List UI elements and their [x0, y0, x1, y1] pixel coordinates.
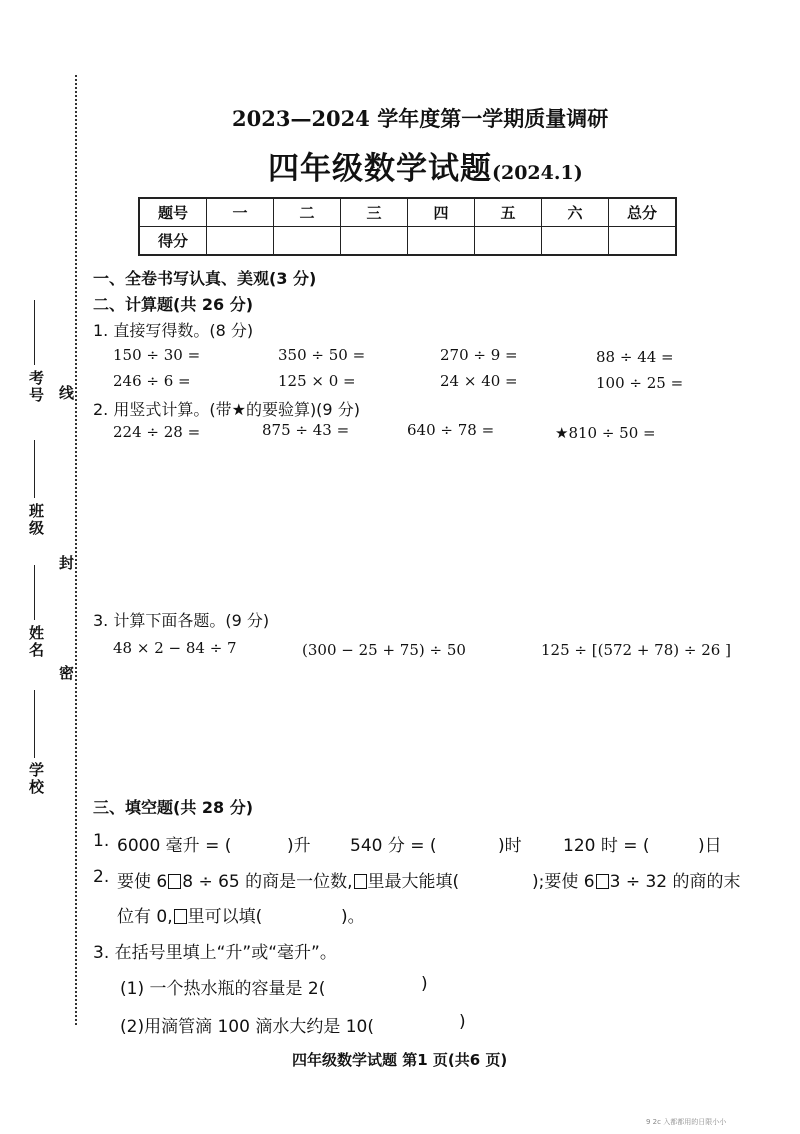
- s2-q1-item: 24 × 40 =: [440, 372, 518, 390]
- score-cell-blank[interactable]: [609, 227, 677, 256]
- section3-title: 三、填空题(共 28 分): [93, 798, 254, 817]
- s3-q1-a-suffix: )升: [287, 836, 311, 856]
- s3-q2-text: 里最大能填(: [367, 872, 460, 892]
- score-cell-blank[interactable]: [274, 227, 341, 256]
- s2-q2-label: 2. 用竖式计算。(带★的要验算)(9 分): [93, 400, 360, 419]
- field-exam-number-label: 考号: [27, 370, 45, 404]
- blank-box-icon: [596, 874, 609, 889]
- score-cell-label: 题号: [139, 198, 207, 227]
- blank-box-icon: [168, 874, 181, 889]
- s3-q2-line2-end: )。: [341, 907, 365, 927]
- field-name-line: [34, 565, 35, 620]
- s2-q1-label: 1. 直接写得数。(8 分): [93, 321, 254, 340]
- exam-subtitle: 2023—2024 学年度第一学期质量调研: [232, 106, 609, 131]
- s3-q2-text: );要使 6: [532, 872, 595, 892]
- s3-q2-line1: [117, 867, 459, 892]
- score-table: [138, 197, 677, 256]
- s3-q3-label: 3. 在括号里填上“升”或“毫升”。: [93, 943, 337, 963]
- s3-q2-text: 8 ÷ 65 的商是一位数,: [182, 872, 353, 892]
- s3-q2-line2: [117, 902, 262, 927]
- s2-q1-item: 150 ÷ 30 =: [113, 346, 201, 364]
- score-cell-blank[interactable]: [341, 227, 408, 256]
- s3-q1-number: 1.: [93, 831, 110, 851]
- s2-q1-item: 350 ÷ 50 =: [278, 346, 366, 364]
- score-table-score-row: [139, 227, 676, 256]
- score-cell-blank[interactable]: [475, 227, 542, 256]
- score-cell-header: 五: [475, 198, 542, 227]
- field-exam-number-line: [34, 300, 35, 365]
- s3-q2-text: 3 ÷ 32 的商的末: [609, 872, 741, 892]
- score-cell-blank[interactable]: [207, 227, 274, 256]
- s3-q1-c-suffix: )日: [698, 836, 722, 856]
- score-cell-header: 四: [408, 198, 475, 227]
- cut-mark-seal: 封: [57, 555, 75, 572]
- score-cell-header: 三: [341, 198, 408, 227]
- s2-q1-item: 246 ÷ 6 =: [113, 372, 191, 390]
- s2-q3-label: 3. 计算下面各题。(9 分): [93, 611, 270, 630]
- exam-title: [268, 143, 583, 188]
- s2-q1-item: 270 ÷ 9 =: [440, 346, 518, 364]
- cut-mark-close: 密: [57, 665, 75, 682]
- s3-q1-b-suffix: )时: [498, 836, 522, 856]
- binding-dotted-line: [75, 75, 77, 1025]
- score-cell-blank[interactable]: [408, 227, 475, 256]
- field-name-label: 姓名: [27, 625, 45, 659]
- s3-q2-text: 位有 0,: [117, 907, 173, 927]
- field-school-line: [34, 690, 35, 758]
- exam-title-text: 四年级数学试题: [268, 151, 492, 187]
- watermark: 9 2c 入都都用的日限小小: [646, 1118, 727, 1126]
- s2-q1-item: 125 × 0 =: [278, 372, 356, 390]
- field-class-line: [34, 440, 35, 498]
- s2-q2-item: 875 ÷ 43 =: [262, 421, 350, 439]
- exam-date: (2024.1): [492, 162, 583, 184]
- section1-title: 一、全卷书写认真、美观(3 分): [93, 269, 317, 288]
- s2-q1-item: 100 ÷ 25 =: [596, 374, 684, 392]
- s3-q2-number: 2.: [93, 867, 110, 887]
- s2-q3-item: (300 − 25 + 75) ÷ 50: [302, 641, 466, 659]
- s2-q2-item: 224 ÷ 28 =: [113, 423, 201, 441]
- s3-q2-text: 要使 6: [117, 872, 168, 892]
- score-table-header-row: [139, 198, 676, 227]
- score-cell-header: 一: [207, 198, 274, 227]
- s3-q2-line1-rest: [532, 867, 741, 892]
- s3-q1-c-prefix: 120 时 = (: [563, 836, 650, 856]
- s3-q1-b-prefix: 540 分 = (: [350, 836, 437, 856]
- s3-q3-sub2-suffix: ): [459, 1012, 466, 1032]
- s3-q1-a-prefix: 6000 毫升 = (: [117, 836, 232, 856]
- field-class-label: 班级: [27, 503, 45, 537]
- s2-q3-item: 125 ÷ [(572 + 78) ÷ 26 ]: [541, 641, 731, 659]
- s3-q3-sub2-prefix: (2)用滴管滴 100 滴水大约是 10(: [120, 1017, 375, 1037]
- s2-q2-item: 640 ÷ 78 =: [407, 421, 495, 439]
- score-cell-blank[interactable]: [542, 227, 609, 256]
- field-school-label: 学校: [27, 762, 45, 796]
- score-cell-header: 总分: [609, 198, 677, 227]
- cut-mark-line: 线: [57, 385, 75, 402]
- blank-box-icon: [354, 874, 367, 889]
- score-cell-label: 得分: [139, 227, 207, 256]
- score-cell-header: 六: [542, 198, 609, 227]
- s2-q1-item: 88 ÷ 44 =: [596, 348, 674, 366]
- section2-title: 二、计算题(共 26 分): [93, 295, 254, 314]
- page-footer: 四年级数学试题 第1 页(共6 页): [292, 1051, 508, 1069]
- s2-q2-item: ★810 ÷ 50 =: [555, 424, 656, 442]
- s3-q2-text: 里可以填(: [187, 907, 263, 927]
- score-cell-header: 二: [274, 198, 341, 227]
- s3-q3-sub1-prefix: (1) 一个热水瓶的容量是 2(: [120, 979, 326, 999]
- blank-box-icon: [174, 909, 187, 924]
- s2-q3-item: 48 × 2 − 84 ÷ 7: [113, 639, 237, 657]
- s3-q3-sub1-suffix: ): [421, 974, 428, 994]
